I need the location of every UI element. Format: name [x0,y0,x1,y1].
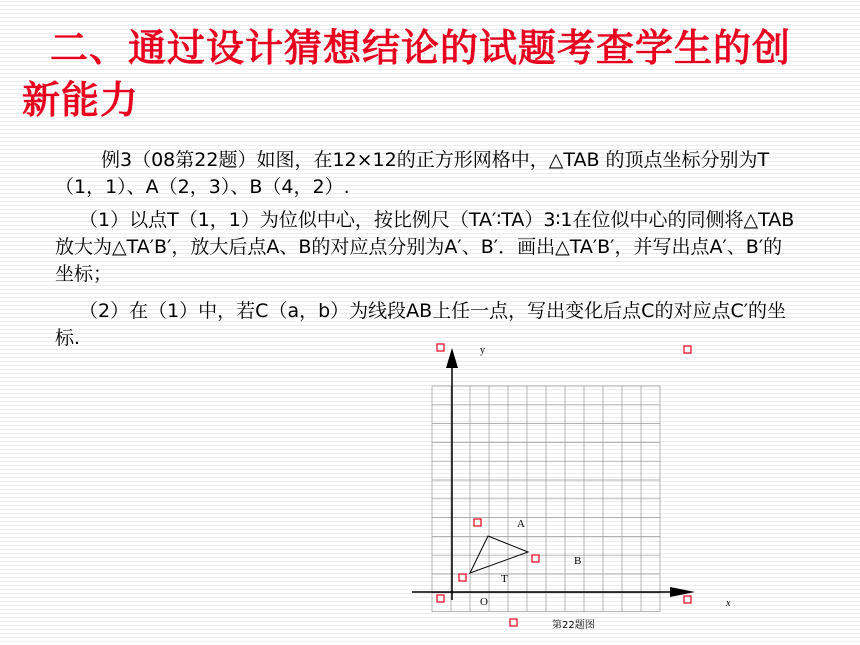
marker [437,344,444,351]
slide-title [22,22,842,126]
coordinate-grid-figure [400,338,730,638]
marker [532,555,539,562]
example-statement: 例3（08第22题）如图，在12×12的正方形网格中，△TAB 的顶点坐标分别为T（1，1）、A（2，3）、B（4，2）. [55,149,770,198]
marker [510,619,517,626]
title-line-1: 二、通过设计猜想结论的试题考查学生的创 [50,26,792,70]
question-part-1: （1）以点T（1，1）为位似中心，按比例尺（TA′∶TA）3∶1在位似中心的同侧将△TAB放大为△TA′B′，放大后点A、B的对应点分别为A′、B′．画出△TA′B′，并写出点A′、B′的坐标； [55,209,795,285]
question-part-2: （2）在（1）中，若C（a，b）为线段AB上任一点，写出变化后点C的对应点C′的坐标. [55,300,787,349]
axis-y-label: y [480,345,485,356]
origin-label: O [480,596,488,608]
marker [684,346,691,353]
figure-caption: 第22题图 [552,620,595,631]
axis-x-label: x [726,598,731,609]
point-B-label: B [574,555,582,567]
marker [459,574,466,581]
y-axis-arrow [446,348,458,368]
title-line-2: 新能力 [22,78,140,122]
triangle-TAB [470,536,528,573]
point-A-label: A [517,518,525,530]
marker [684,596,691,603]
point-T-label: T [501,573,508,585]
marker [474,519,481,526]
marker [437,595,444,602]
